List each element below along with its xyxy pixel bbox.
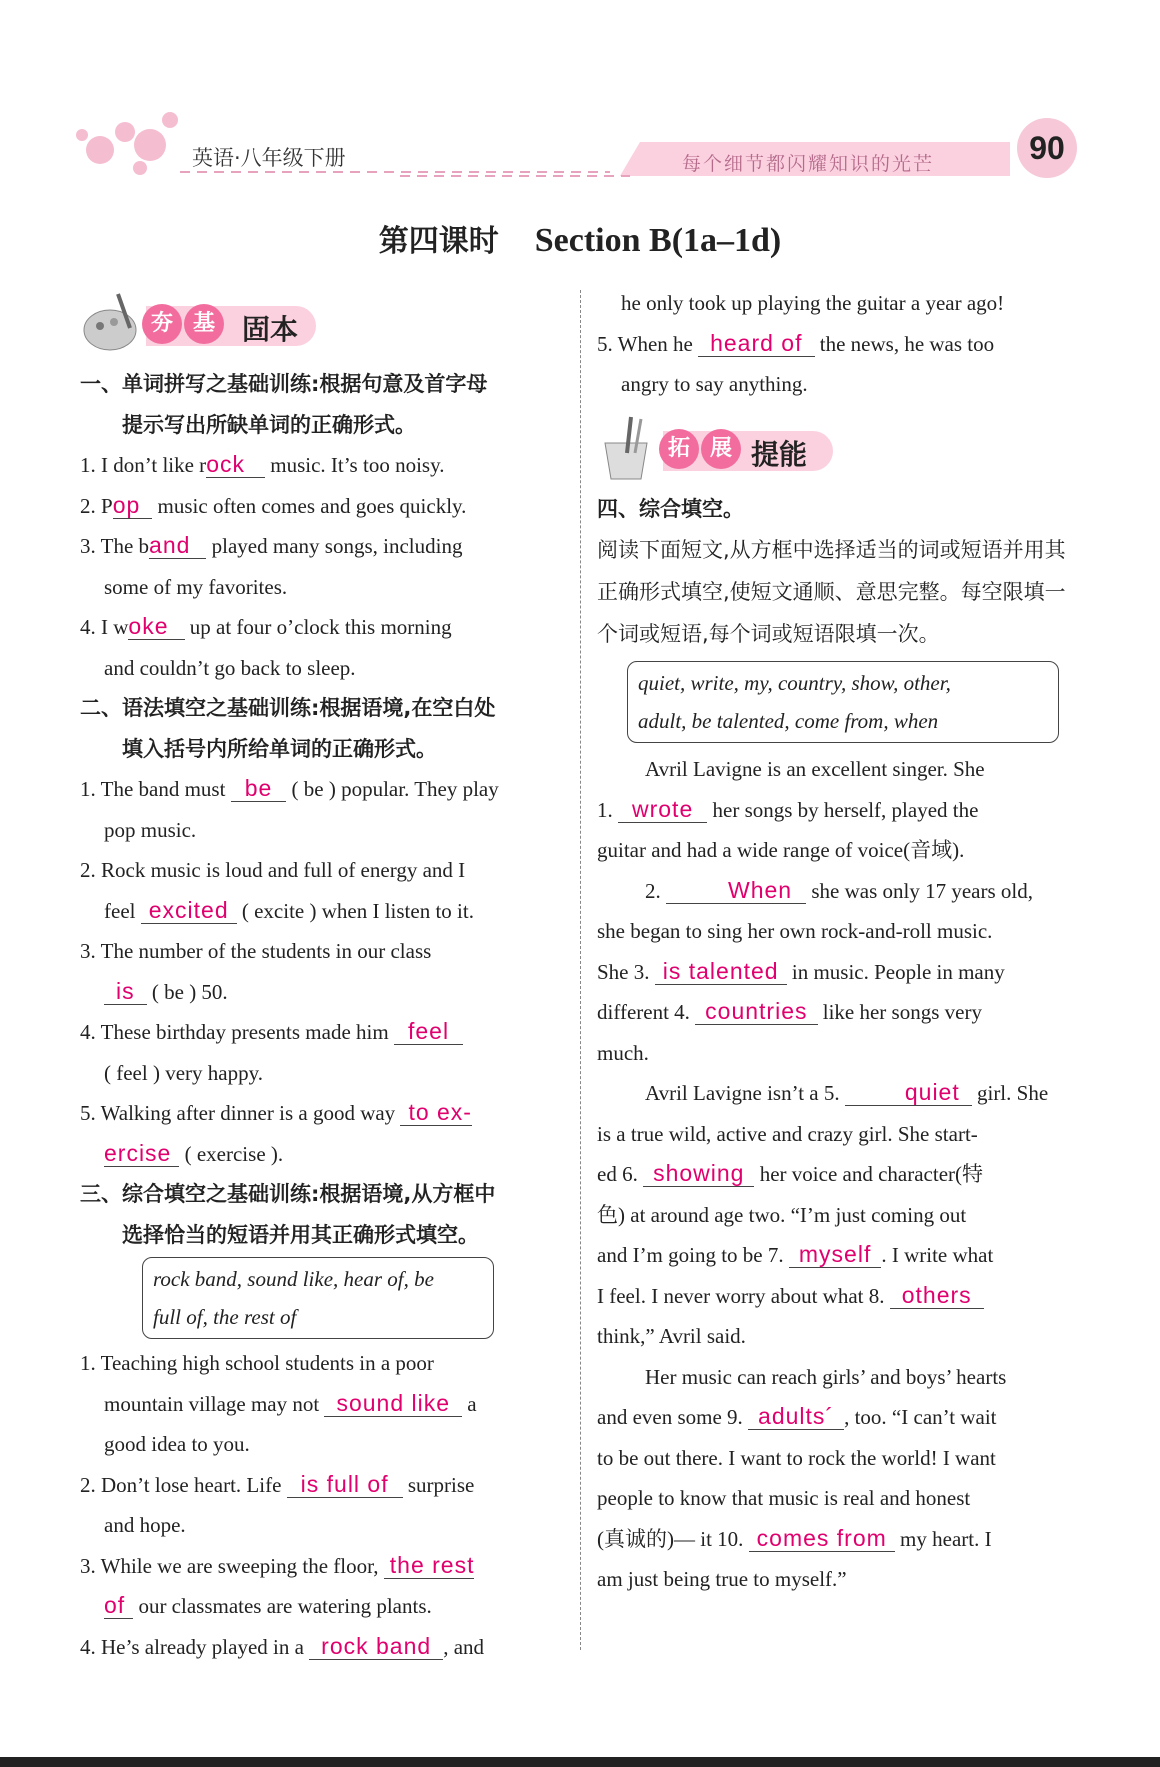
answer-blank: to ex- xyxy=(400,1100,472,1126)
header-motto: 每个细节都闪耀知识的光芒 xyxy=(682,153,935,175)
badge-label: 提能 xyxy=(751,437,808,471)
answer-blank: is xyxy=(104,979,147,1005)
p2-q2-cont: feel excited ( excite ) when I listen to it. xyxy=(104,896,474,923)
p2-q1-cont: pop music. xyxy=(104,817,197,842)
passage-line: She 3. is talented in music. People in many xyxy=(597,957,1005,984)
answer-blank: quiet xyxy=(845,1080,972,1106)
passage-line: guitar and had a wide range of voice(音域). xyxy=(597,838,965,862)
part1-heading: 一、单词拼写之基础训练:根据句意及首字母 提示写出所缺单词的正确形式。 xyxy=(80,372,488,437)
answer-blank: of xyxy=(104,1593,133,1619)
answer-blank: heard of xyxy=(698,331,814,357)
answer-blank: When xyxy=(666,878,806,904)
passage-line: think,” Avril said. xyxy=(597,1324,746,1348)
p2-q3: 3. The number of the students in our class xyxy=(80,939,432,963)
part4-instructions: 阅读下面短文,从方框中选择适当的词或短语并用其正确形式填空,使短文通顺、意思完整。每空限填一个词或短语,每个词或短语限填一次。 xyxy=(597,538,1066,646)
passage-line: is a true wild, active and crazy girl. She start- xyxy=(597,1121,978,1146)
passage-line: to be out there. I want to rock the world! I want xyxy=(597,1445,996,1470)
part4-heading: 四、综合填空。 xyxy=(597,496,744,521)
p3-q3-cont: of our classmates are watering plants. xyxy=(104,1592,432,1618)
p3-q1-cont2: good idea to you. xyxy=(104,1432,250,1456)
book-subject: 英语·八年级下册 xyxy=(192,146,346,170)
p1-q4-cont: and couldn’t go back to sleep. xyxy=(104,655,356,680)
p3-q2: 2. Don’t lose heart. Life is full of surprise xyxy=(80,1470,475,1497)
answer-blank: wrote xyxy=(618,797,707,823)
header-decoration xyxy=(0,0,1160,200)
p3-q1: 1. Teaching high school students in a poor xyxy=(80,1351,434,1375)
lesson-number: 第四课时 xyxy=(378,224,499,259)
lesson-title xyxy=(0,216,1160,260)
section-name: Section B(1a–1d) xyxy=(534,222,782,259)
p2-q2: 2. Rock music is loud and full of energy and I xyxy=(80,858,466,882)
right-column xyxy=(597,283,1079,1600)
answer-blank: sound like xyxy=(324,1391,462,1417)
p3-q4-cont: he only took up playing the guitar a year ago! xyxy=(621,291,1005,315)
passage-line: different 4. countries like her songs very xyxy=(597,998,982,1024)
p3-q3: 3. While we are sweeping the floor, the rest xyxy=(80,1551,475,1578)
page-header xyxy=(0,0,1160,200)
passage-line: (真诚的)— it 10. comes from my heart. I xyxy=(597,1524,992,1551)
p3-q5-cont: angry to say anything. xyxy=(621,372,808,396)
answer-blank: ercise xyxy=(104,1141,179,1167)
badge-foundation xyxy=(80,288,562,358)
p3-q1-cont: mountain village may not sound like a xyxy=(104,1389,477,1416)
passage-line: Avril Lavigne isn’t a 5. quiet girl. She xyxy=(645,1079,1049,1105)
badge-char-2: 基 xyxy=(184,304,224,344)
passage-line: Her music can reach girls’ and boys’ hearts xyxy=(645,1364,1007,1389)
passage-line: much. xyxy=(597,1040,649,1065)
page-number: 90 xyxy=(1017,118,1077,178)
answer-blank: rock band xyxy=(309,1634,443,1660)
answer-blank: showing xyxy=(643,1161,754,1187)
part3-heading: 三、综合填空之基础训练:根据语境,从方框中 选择恰当的短语并用其正确形式填空。 xyxy=(80,1182,496,1247)
passage-line: 色) at around age two. “I’m just coming out xyxy=(597,1202,967,1227)
p1-q2: 2. Pop music often comes and goes quickly. xyxy=(80,491,467,518)
badge-extension xyxy=(597,413,1079,483)
passage-line: she began to sing her own rock-and-roll music. xyxy=(597,919,993,943)
passage-line: Avril Lavigne is an excellent singer. She xyxy=(645,757,985,781)
p2-q5-cont: ercise ( exercise ). xyxy=(104,1139,284,1166)
word-box: quiet, write, my, country, show, other, adult, be talented, come from, when xyxy=(627,661,1059,743)
badge-char-1: 夯 xyxy=(142,304,182,344)
answer-blank: myself xyxy=(789,1242,881,1268)
passage-line: people to know that music is real and honest xyxy=(597,1486,971,1510)
p2-q3-cont: is ( be ) 50. xyxy=(80,972,562,1013)
badge-label: 固本 xyxy=(242,313,299,346)
p3-q2-cont: and hope. xyxy=(104,1513,186,1537)
answer-blank: and xyxy=(149,533,206,559)
p1-q1: 1. I don’t like rock music. It’s too noisy. xyxy=(80,451,445,477)
answer-blank: excited xyxy=(141,898,237,924)
answer-blank: is full of xyxy=(287,1472,403,1498)
palette-icon xyxy=(80,288,144,358)
column-divider xyxy=(580,290,581,1650)
p2-q5: 5. Walking after dinner is a good way to ex- xyxy=(80,1099,472,1125)
passage-line: 1. wrote her songs by herself, played the xyxy=(597,795,979,822)
badge-char-1: 拓 xyxy=(659,429,699,469)
p3-q4: 4. He’s already played in a rock band , and xyxy=(80,1632,485,1659)
phrase-box: rock band, sound like, hear of, be full of, the rest of xyxy=(142,1257,494,1339)
p2-q4-cont: ( feel ) very happy. xyxy=(104,1060,263,1085)
passage-line: and even some 9. adults´ , too. “I can’t wait xyxy=(597,1403,997,1429)
answer-blank: be xyxy=(231,776,287,802)
answer-blank: others xyxy=(890,1283,984,1309)
p1-q3: 3. The band played many songs, including xyxy=(80,532,463,558)
paint-bucket-icon xyxy=(597,413,661,483)
answer-blank: adults´ xyxy=(748,1404,844,1430)
p1-q3-cont: some of my favorites. xyxy=(104,574,288,599)
p2-q1: 1. The band must be ( be ) popular. They play xyxy=(80,775,499,801)
p2-q4: 4. These birthday presents made him feel xyxy=(80,1012,562,1053)
answer-blank: ock xyxy=(206,452,265,478)
left-column xyxy=(80,280,562,1667)
badge-char-2: 展 xyxy=(701,429,741,469)
part2-heading: 二、语法填空之基础训练:根据语境,在空白处 填入括号内所给单词的正确形式。 xyxy=(80,696,496,761)
answer-blank: oke xyxy=(128,614,184,640)
answer-blank: feel xyxy=(394,1019,463,1045)
passage-line: ed 6. showing her voice and character(特 xyxy=(597,1160,983,1186)
answer-blank: countries xyxy=(695,999,817,1025)
answer-blank: is talented xyxy=(655,959,787,985)
passage-line: I feel. I never worry about what 8. others xyxy=(597,1276,1079,1317)
passage-line: and I’m going to be 7. myself . I write what xyxy=(597,1241,994,1267)
answer-blank: the rest xyxy=(384,1553,475,1579)
bottom-edge xyxy=(0,1757,1160,1767)
p3-q5: 5. When he heard of the news, he was too xyxy=(597,329,995,356)
passage-line: am just being true to myself.” xyxy=(597,1567,847,1591)
p1-q4: 4. I woke up at four o’clock this morning xyxy=(80,613,452,639)
passage-line: 2. When she was only 17 years old, xyxy=(645,876,1033,903)
answer-blank: op xyxy=(113,493,153,519)
answer-blank: comes from xyxy=(749,1526,895,1552)
